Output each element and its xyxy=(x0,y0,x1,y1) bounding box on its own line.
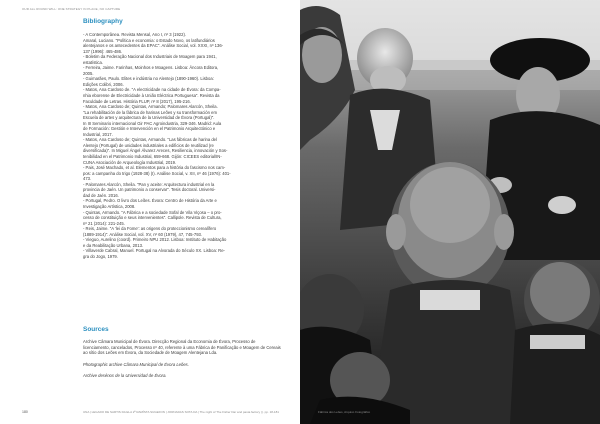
bibliography-entry: dad de Jaén. 2016. xyxy=(83,192,119,198)
sources-paragraph: Photographic archive Câmara Municipal de Évora Leões. xyxy=(83,361,189,367)
bibliography-entry: 137 (1996): 465-486. xyxy=(83,48,123,54)
bibliography-entry: Investigação Artística, 2008. xyxy=(83,203,136,209)
photo-caption: Fábrica dos Leões, Arquivo Fotográfico xyxy=(318,410,371,414)
bibliography-entry: Faculdade de Letras. História FLUP, nº 8 (2017), 195-216. xyxy=(83,98,191,104)
bibliography-entry: 2005. xyxy=(83,70,94,76)
bibliography-entry: - Reis, Jaime. "A 'lei da Fome': as origens do proteccionismo cerealífero xyxy=(83,226,217,232)
bibliography-entry: - Ferreira, Jaime. Farinhas, Moinhos e Moagens. Lisboa: Âncora Editora, xyxy=(83,65,219,71)
photo-page xyxy=(300,0,600,424)
bibliography-entry: Edições Colibri, 2006. xyxy=(83,81,124,87)
bibliography-entry: Escuela de artes y arquitectura de la Universidad de Évora (Portugal)". xyxy=(83,115,215,121)
bibliography-list xyxy=(83,32,283,259)
bibliography-entry: - Portugal, Pedro. O livro dos Leões. Évora: Centro de História da Arte e xyxy=(83,198,217,204)
bibliography-entry: gra do Jogo, 1979. xyxy=(83,253,118,259)
bibliography-entry: nhia eborense de Electricidade à União Eléctrica Portuguesa". Revista da xyxy=(83,93,220,99)
bibliography-entry: - Villaverde Cabral, Manuel. Portugal na Alvorada do Século XX. Lisboa: Re- xyxy=(83,248,225,254)
sources-paragraph: Archive Câmara Municipal de Évora. Direcção Regional da Economia de Évora, Processo de licenciamento, cancelados, Processo nº 40, referente à uma Fábrica de Panificação e Moagem de Cereais ao sítio dos Leões em Évora, da Sociedade de Moagem Alentejana Lda. xyxy=(83,339,281,356)
bibliography-entry: estatística. xyxy=(83,59,104,65)
bibliography-entry: alentejanos e os antecedentes da EPAC". Análise Social, vol. XXXI, nº 136- xyxy=(83,43,224,49)
bibliography-entry: - Matos, Ana Cardoso de. "A electricidade na cidade de Évora: da Compa- xyxy=(83,87,221,93)
bibliography-entry: - Boletim da Federação Nacional dos Industriais de Moagem para 1941, xyxy=(83,54,217,60)
bibliography-entry: Amaral, Luciano. "Política e economia: o Estado Novo, os latifundiários xyxy=(83,37,215,43)
bibliography-entry: - Matos, Ana Cardoso de; Quintas, Armando; Palomares Alarcón, Sheila. xyxy=(83,104,218,110)
bibliography-entry: Alentejo (Portugal) de unidades industriales a edificios de reutilizad (re xyxy=(83,142,214,148)
bibliography-entry: e da Reabilitação Urbana, 2013. xyxy=(83,242,144,248)
bibliography-entry: cesso de constituição e seus intervenientes". Callipole. Revista de Cultura, xyxy=(83,215,222,221)
bibliography-entry: "La rehabilitación de la fábrica de harinas Leões y su transformación em xyxy=(83,109,217,115)
bibliography-entry: tenibilidad en el Patrimonio Industrial, 659-668. Gijón: CICEES editorial/IN- xyxy=(83,154,222,160)
bibliography-entry: (1889-1914)". Análise Social, vol. XV, nº 60 (1979), 47, 745-793. xyxy=(83,231,203,237)
bibliography-entry: provincia de Jaén. Un patrimonio a conservar". Tesis doctoral. Universi- xyxy=(83,187,216,193)
bibliography-entry: de Formación: Gestión e Intervención en el Patrimonio Arquitectónico e xyxy=(83,126,216,132)
bibliography-entry: - Vieguo, Aurelino (coord). Primeiro NPU 2012. Lisboa: Instituto de Habitação xyxy=(83,237,227,243)
bibliography-entry: CUNA Asociación de Arqueología Industrial, 2019. xyxy=(83,159,177,165)
bibliography-entry: In III Seminario internacional Gir PAC Agroindustria, 329-346. Madrid: Aula xyxy=(83,120,222,126)
bibliography-entry: - Palomares Alarcón, Sheila. "Pan y aceite: Arquitectura industrial en la xyxy=(83,181,215,187)
footer-citation: UNA | LEGADO DE SARTIS DA ELA 2ª RAMÍSTA SUGEFON | JORNADAS SOTA DA | The night of The Fisher Dar and pasta factory (). pp. 18-181 xyxy=(83,410,279,414)
page-number: 180 xyxy=(22,410,28,414)
bibliography-entry: 473. xyxy=(83,176,92,182)
running-head: OUR ALL ROUND WILL: ONE STRATEGY IN PLACE, NO CAPTURE xyxy=(22,7,121,11)
bibliography-entry: - Quintas, Armando. "A Fábrica e a sociedade Sofal de Vila Viçosa – o pro- xyxy=(83,209,222,215)
bibliography-entry: - Pais, José Machado, et al. Elementos para a história do fascismo nos cam- xyxy=(83,165,226,171)
sources-heading: Sources xyxy=(83,326,109,333)
bibliography-entry: - Matos, Ana Cardoso de; Quintas, Armando. "Las fábricas de harina del xyxy=(83,137,217,143)
sources-paragraph: Archive desénos de la Universidad de Évora. xyxy=(83,373,167,379)
bibliography-entry: - Guimarães, Paulo. Elites e indústria no Alentejo (1890-1960). Lisboa: xyxy=(83,76,214,82)
bibliography-heading: Bibliography xyxy=(83,18,123,25)
bibliography-entry: pos: a campanha do trigo (1928-38) (I). Análise Social, v. XII, nº 46 (1976): 401- xyxy=(83,170,231,176)
bibliography-entry: - A Contemporânea. Revista Mensal, Ano I, nº 3 (1922). xyxy=(83,32,187,37)
bibliography-entry: diversificada)". In Miguel Ángel Álvarez Areces, Resiliencia, innovación y Sos- xyxy=(83,148,228,154)
bibliography-entry: Industrial, 2017. xyxy=(83,131,113,137)
sources-block xyxy=(83,339,283,385)
historical-photo xyxy=(300,0,600,424)
bibliography-entry: nº 21 (2014): 221-245. xyxy=(83,220,125,226)
